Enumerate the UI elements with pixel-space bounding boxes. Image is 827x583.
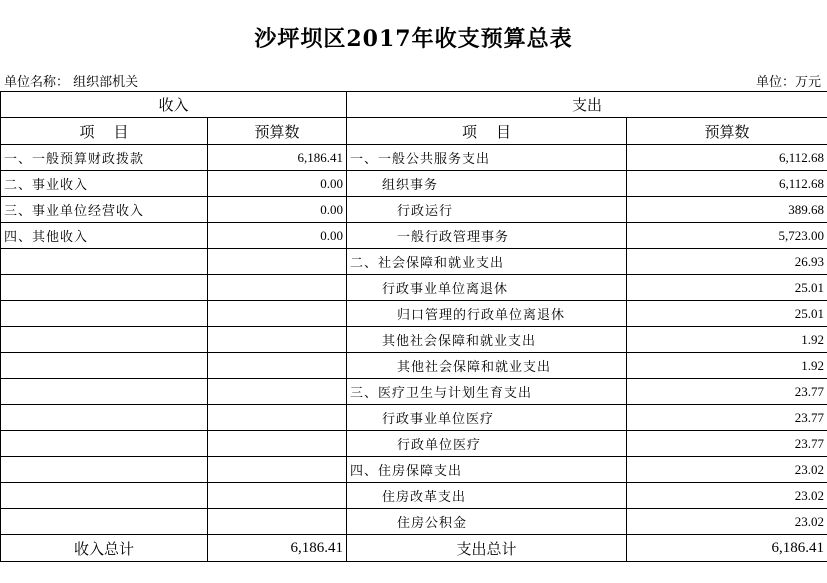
income-item-cell	[1, 379, 208, 405]
income-amount-cell: 0.00	[208, 171, 347, 197]
income-item-cell: 一、一般预算财政拨款	[1, 145, 208, 171]
expense-item-cell: 一、一般公共服务支出	[347, 145, 627, 171]
table-row	[1, 275, 827, 301]
expense-section-header: 支出	[347, 92, 827, 118]
expense-item-cell: 二、社会保障和就业支出	[347, 249, 627, 275]
expense-item-cell: 其他社会保障和就业支出	[347, 327, 627, 353]
income-item-header: 项 目	[1, 118, 208, 145]
income-amount-cell: 0.00	[208, 197, 347, 223]
income-amount-cell	[208, 431, 347, 457]
table-row	[1, 483, 827, 509]
table-row	[1, 509, 827, 535]
income-item-cell	[1, 353, 208, 379]
expense-amount-cell: 1.92	[627, 353, 827, 379]
currency-unit-label: 单位：万元	[755, 75, 821, 90]
expense-item-cell: 行政事业单位离退休	[347, 275, 627, 301]
table-row	[1, 301, 827, 327]
table-row	[1, 379, 827, 405]
income-amount-header: 预算数	[208, 118, 347, 145]
income-total-amount: 6,186.41	[208, 535, 347, 562]
expense-item-cell: 行政单位医疗	[347, 431, 627, 457]
expense-item-cell: 行政运行	[347, 197, 627, 223]
table-row	[1, 327, 827, 353]
expense-item-cell: 三、医疗卫生与计划生育支出	[347, 379, 627, 405]
expense-amount-cell: 6,112.68	[627, 171, 827, 197]
income-item-cell	[1, 405, 208, 431]
column-header-row	[1, 118, 827, 145]
expense-amount-cell: 6,112.68	[627, 145, 827, 171]
table-row	[1, 249, 827, 275]
expense-item-cell: 归口管理的行政单位离退休	[347, 301, 627, 327]
income-amount-cell	[208, 405, 347, 431]
expense-amount-cell: 23.77	[627, 405, 827, 431]
expense-amount-header: 预算数	[627, 118, 827, 145]
expense-total-amount: 6,186.41	[627, 535, 827, 562]
table-row	[1, 171, 827, 197]
expense-amount-cell: 26.93	[627, 249, 827, 275]
income-item-cell	[1, 275, 208, 301]
budget-table	[0, 91, 827, 562]
page-title: 沙坪坝区2017年收支预算总表	[254, 26, 573, 52]
income-amount-cell	[208, 457, 347, 483]
income-item-cell	[1, 249, 208, 275]
income-amount-cell	[208, 249, 347, 275]
income-item-cell	[1, 457, 208, 483]
expense-amount-cell: 23.02	[627, 483, 827, 509]
table-row	[1, 457, 827, 483]
expense-amount-cell: 25.01	[627, 301, 827, 327]
income-amount-cell: 0.00	[208, 223, 347, 249]
income-item-cell	[1, 431, 208, 457]
table-row	[1, 353, 827, 379]
income-amount-cell	[208, 509, 347, 535]
expense-amount-cell: 389.68	[627, 197, 827, 223]
expense-amount-cell: 23.02	[627, 457, 827, 483]
expense-item-cell: 一般行政管理事务	[347, 223, 627, 249]
section-header-row	[1, 92, 827, 118]
income-item-cell: 四、其他收入	[1, 223, 208, 249]
income-amount-cell	[208, 275, 347, 301]
expense-item-cell: 其他社会保障和就业支出	[347, 353, 627, 379]
expense-amount-cell: 1.92	[627, 327, 827, 353]
table-row	[1, 145, 827, 171]
income-amount-cell	[208, 353, 347, 379]
income-item-cell: 二、事业收入	[1, 171, 208, 197]
income-total-label: 收入总计	[1, 535, 208, 562]
expense-amount-cell: 23.77	[627, 379, 827, 405]
income-amount-cell: 6,186.41	[208, 145, 347, 171]
expense-amount-cell: 23.77	[627, 431, 827, 457]
table-row	[1, 405, 827, 431]
unit-name-label: 单位名称： 组织部机关	[4, 75, 139, 90]
income-amount-cell	[208, 327, 347, 353]
income-section-header: 收入	[1, 92, 347, 118]
income-item-cell	[1, 327, 208, 353]
table-row	[1, 431, 827, 457]
income-item-cell	[1, 483, 208, 509]
income-amount-cell	[208, 483, 347, 509]
table-row	[1, 223, 827, 249]
expense-amount-cell: 23.02	[627, 509, 827, 535]
income-item-cell	[1, 301, 208, 327]
expense-item-cell: 住房改革支出	[347, 483, 627, 509]
table-row	[1, 197, 827, 223]
expense-item-cell: 住房公积金	[347, 509, 627, 535]
expense-item-cell: 组织事务	[347, 171, 627, 197]
expense-item-cell: 四、住房保障支出	[347, 457, 627, 483]
income-item-cell	[1, 509, 208, 535]
expense-amount-cell: 5,723.00	[627, 223, 827, 249]
expense-total-label: 支出总计	[347, 535, 627, 562]
expense-item-cell: 行政事业单位医疗	[347, 405, 627, 431]
income-amount-cell	[208, 301, 347, 327]
expense-item-header: 项 目	[347, 118, 627, 145]
income-item-cell: 三、事业单位经营收入	[1, 197, 208, 223]
total-row	[1, 535, 827, 562]
income-amount-cell	[208, 379, 347, 405]
expense-amount-cell: 25.01	[627, 275, 827, 301]
